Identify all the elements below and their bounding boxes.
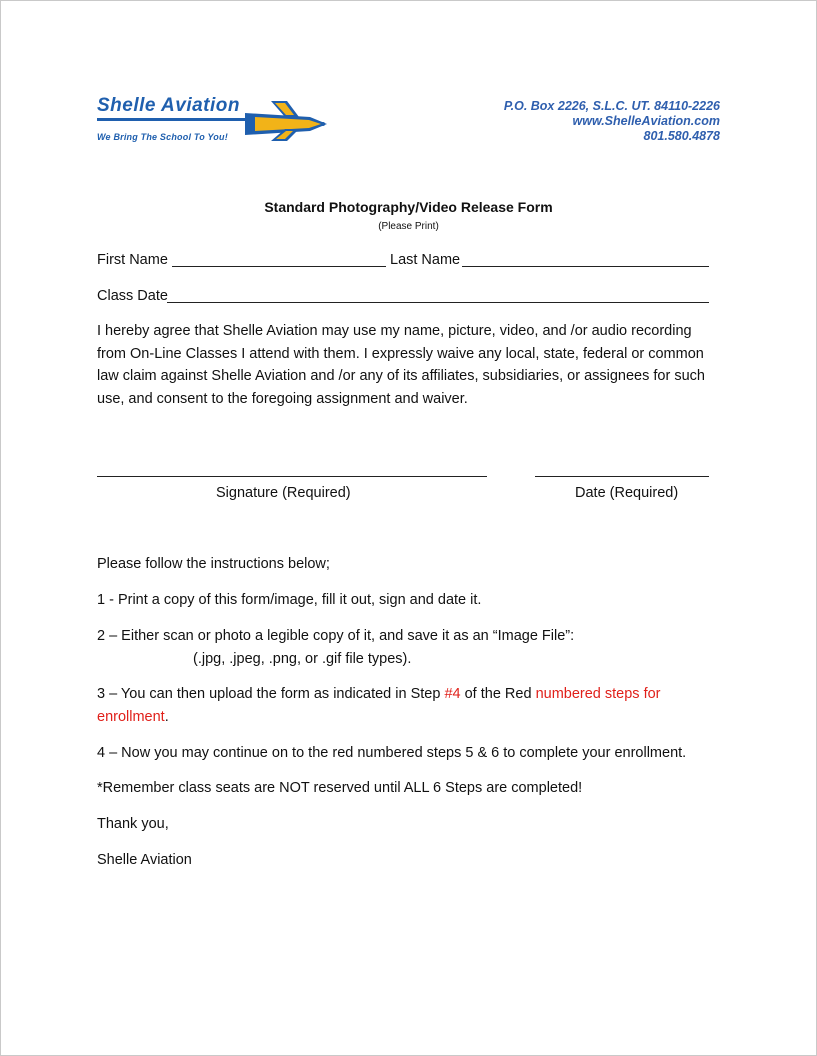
last-name-label: Last Name [390,252,461,268]
closing-signature: Shelle Aviation [97,852,192,868]
class-date-field[interactable] [167,302,709,303]
enrollment-steps-link[interactable]: numbered steps for enrollment [97,686,661,725]
instruction-step-2-filetypes: (.jpg, .jpeg, .png, or .gif file types). [193,651,412,667]
thank-you-text: Thank you, [97,816,169,832]
website-line: www.ShelleAviation.com [572,114,720,128]
step3-prefix: 3 – You can then upload the form as indicated in Step [97,686,445,702]
instruction-step-2: 2 – Either scan or photo a legible copy of it, and save it as an “Image File”: [97,628,575,644]
signature-field[interactable] [97,476,487,477]
instruction-step-3 [97,683,717,728]
step3-suffix: . [164,708,169,725]
date-label: Date (Required) [575,485,679,501]
date-field[interactable] [535,476,709,477]
form-subtitle: (Please Print) [378,221,439,232]
signature-label: Signature (Required) [216,485,351,501]
phone-line: 801.580.4878 [643,129,720,143]
first-name-field[interactable] [172,266,386,267]
company-logo [95,93,335,149]
step3-step-reference: #4 [444,686,461,702]
instruction-step-4: 4 – Now you may continue on to the red numbered steps 5 & 6 to complete your enrollment. [97,745,687,761]
first-name-label: First Name [97,252,168,268]
company-address [504,99,720,144]
form-title: Standard Photography/Video Release Form [264,199,553,215]
logo-name: Shelle Aviation [97,95,240,116]
last-name-field[interactable] [462,266,709,267]
address-line: P.O. Box 2226, S.L.C. UT. 84110-2226 [503,99,720,113]
instructions-intro: Please follow the instructions below; [97,556,330,572]
step3-middle: of the Red [460,686,536,702]
logo-tagline: We Bring The School To You! [97,132,228,142]
class-date-label: Class Date [97,288,168,304]
agreement-paragraph: I hereby agree that Shelle Aviation may use my name, picture, video, and /or audio recording from On-Line Classes I attend with them. I expressly waive any local, state, federal or common law claim against Shelle Aviation and /or any of its affiliates, subsidiaries, or assignees for such use, and consent to the foregoing assignment and waiver. [97,323,705,407]
instruction-step-1: 1 - Print a copy of this form/image, fill it out, sign and date it. [97,592,482,608]
reminder-note: *Remember class seats are NOT reserved until ALL 6 Steps are completed! [97,780,583,796]
